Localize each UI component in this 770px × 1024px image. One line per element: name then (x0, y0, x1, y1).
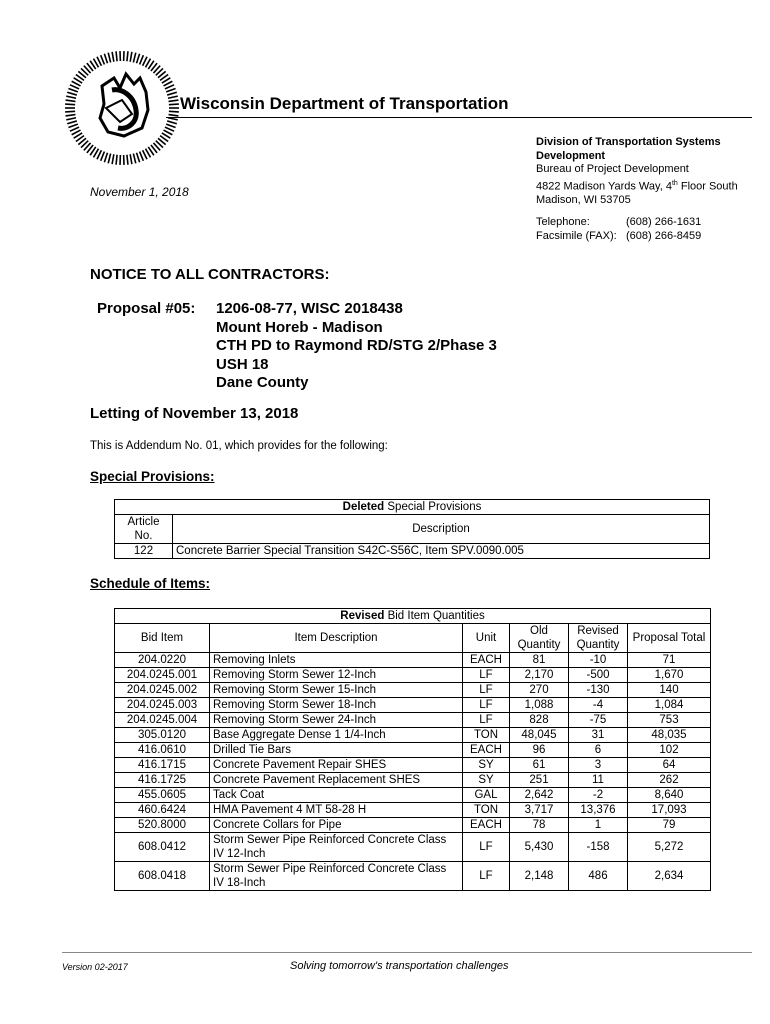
revised-quantity-cell: 13,376 (569, 803, 628, 818)
table-row (115, 698, 711, 713)
proposal-line: Mount Horeb - Madison (216, 318, 383, 336)
old-quantity-cell: 48,045 (510, 728, 569, 743)
table-row (115, 668, 711, 683)
col-header-unit: Unit (463, 624, 510, 653)
bid-item-cell: 416.1715 (115, 758, 210, 773)
proposal-label: Proposal #05: (97, 300, 196, 317)
address-line-1: 4822 Madison Yards Way, 4th Floor South (536, 179, 738, 193)
bid-item-cell: 416.1725 (115, 773, 210, 788)
proposal-total-cell: 71 (628, 653, 711, 668)
bid-item-cell: 608.0418 (115, 862, 210, 891)
table-row (115, 728, 711, 743)
table-row (115, 862, 711, 891)
fax-line: Facsimile (FAX): (608) 266-8459 (536, 230, 702, 242)
col-header-old-quantity: Old Quantity (510, 624, 569, 653)
proposal-line: CTH PD to Raymond RD/STG 2/Phase 3 (216, 337, 497, 354)
old-quantity-cell: 61 (510, 758, 569, 773)
addendum-intro: This is Addendum No. 01, which provides for the following: (90, 440, 388, 452)
bid-item-cell: 204.0245.002 (115, 683, 210, 698)
unit-cell: LF (463, 668, 510, 683)
table-row (115, 833, 711, 862)
item-description-cell: HMA Pavement 4 MT 58-28 H (210, 803, 463, 818)
contact-info (536, 215, 701, 243)
old-quantity-cell: 5,430 (510, 833, 569, 862)
proposal-total-cell: 79 (628, 818, 711, 833)
schedule-of-items-heading: Schedule of Items: (90, 576, 211, 591)
unit-cell: LF (463, 713, 510, 728)
revised-quantity-cell: 11 (569, 773, 628, 788)
unit-cell: LF (463, 833, 510, 862)
proposal-line: USH 18 (216, 355, 269, 373)
old-quantity-cell: 1,088 (510, 698, 569, 713)
bid-item-cell: 460.6424 (115, 803, 210, 818)
old-quantity-cell: 3,717 (510, 803, 569, 818)
table-row (115, 653, 711, 668)
revised-quantity-cell: 1 (569, 818, 628, 833)
proposal-total-cell: 48,035 (628, 728, 711, 743)
unit-cell: LF (463, 683, 510, 698)
proposal-line: Dane County (216, 374, 309, 391)
proposal-total-cell: 1,084 (628, 698, 711, 713)
revised-quantity-cell: -10 (569, 653, 628, 668)
footer-rule (62, 952, 752, 953)
division-line-1: Division of Transportation Systems (536, 136, 721, 148)
col-header-article: Article No. (115, 515, 173, 544)
item-description-cell: Concrete Collars for Pipe (210, 818, 463, 833)
table-row (115, 803, 711, 818)
col-header-description: Description (173, 515, 710, 544)
revised-quantity-cell: 6 (569, 743, 628, 758)
bid-items-table (114, 608, 711, 891)
proposal-total-cell: 8,640 (628, 788, 711, 803)
item-description-cell: Concrete Pavement Repair SHES (210, 758, 463, 773)
bid-item-cell: 204.0245.001 (115, 668, 210, 683)
footer-tagline: Solving tomorrow's transportation challenges (290, 960, 509, 972)
revised-quantity-cell: -2 (569, 788, 628, 803)
table-row (115, 743, 711, 758)
unit-cell: SY (463, 773, 510, 788)
proposal-total-cell: 102 (628, 743, 711, 758)
special-provisions-table (114, 499, 710, 559)
item-description-cell: Base Aggregate Dense 1 1/4-Inch (210, 728, 463, 743)
unit-cell: LF (463, 698, 510, 713)
table-row (115, 713, 711, 728)
table-row (115, 758, 711, 773)
division-line-2: Development (536, 149, 606, 162)
table-title: Revised Bid Item Quantities (115, 609, 711, 624)
revised-quantity-cell: 31 (569, 728, 628, 743)
proposal-total-cell: 5,272 (628, 833, 711, 862)
proposal-line: 1206-08-77, WISC 2018438 (216, 300, 403, 317)
description-cell: Concrete Barrier Special Transition S42C-S56C, Item SPV.0090.005 (173, 544, 710, 559)
item-description-cell: Removing Storm Sewer 15-Inch (210, 683, 463, 698)
bid-item-cell: 204.0245.003 (115, 698, 210, 713)
old-quantity-cell: 2,170 (510, 668, 569, 683)
col-header-proposal-total: Proposal Total (628, 624, 711, 653)
revised-quantity-cell: 3 (569, 758, 628, 773)
item-description-cell: Removing Storm Sewer 24-Inch (210, 713, 463, 728)
item-description-cell: Drilled Tie Bars (210, 743, 463, 758)
notice-title: NOTICE TO ALL CONTRACTORS: (90, 266, 330, 283)
table-title: Deleted Special Provisions (115, 500, 710, 515)
title-rule (166, 117, 752, 118)
proposal-total-cell: 753 (628, 713, 711, 728)
table-row (115, 818, 711, 833)
letting-date: Letting of November 13, 2018 (90, 405, 299, 422)
revised-quantity-cell: -158 (569, 833, 628, 862)
bid-item-cell: 204.0220 (115, 653, 210, 668)
unit-cell: GAL (463, 788, 510, 803)
unit-cell: EACH (463, 818, 510, 833)
telephone-line: Telephone: (608) 266-1631 (536, 216, 702, 228)
old-quantity-cell: 2,642 (510, 788, 569, 803)
col-header-bid-item: Bid Item (115, 624, 210, 653)
old-quantity-cell: 81 (510, 653, 569, 668)
item-description-cell: Removing Storm Sewer 12-Inch (210, 668, 463, 683)
address-line-2: Madison, WI 53705 (536, 193, 631, 206)
unit-cell: LF (463, 862, 510, 891)
bid-item-cell: 305.0120 (115, 728, 210, 743)
unit-cell: EACH (463, 743, 510, 758)
wisdot-logo-icon (62, 48, 182, 168)
agency-title: Wisconsin Department of Transportation (180, 94, 509, 113)
old-quantity-cell: 78 (510, 818, 569, 833)
old-quantity-cell: 828 (510, 713, 569, 728)
table-row (115, 683, 711, 698)
proposal-total-cell: 17,093 (628, 803, 711, 818)
proposal-total-cell: 2,634 (628, 862, 711, 891)
item-description-cell: Storm Sewer Pipe Reinforced Concrete Class IV 18-Inch (210, 862, 463, 891)
special-provisions-heading: Special Provisions: (90, 469, 215, 484)
division-address (536, 136, 756, 207)
proposal-total-cell: 64 (628, 758, 711, 773)
old-quantity-cell: 96 (510, 743, 569, 758)
item-description-cell: Tack Coat (210, 788, 463, 803)
unit-cell: TON (463, 803, 510, 818)
revised-quantity-cell: 486 (569, 862, 628, 891)
unit-cell: TON (463, 728, 510, 743)
bid-item-cell: 455.0605 (115, 788, 210, 803)
letter-date: November 1, 2018 (90, 185, 189, 199)
item-description-cell: Storm Sewer Pipe Reinforced Concrete Class IV 12-Inch (210, 833, 463, 862)
item-description-cell: Removing Storm Sewer 18-Inch (210, 698, 463, 713)
bid-item-cell: 520.8000 (115, 818, 210, 833)
revised-quantity-cell: -130 (569, 683, 628, 698)
table-row (115, 544, 710, 559)
proposal-total-cell: 140 (628, 683, 711, 698)
old-quantity-cell: 2,148 (510, 862, 569, 891)
table-row (115, 773, 711, 788)
revised-quantity-cell: -500 (569, 668, 628, 683)
col-header-item-description: Item Description (210, 624, 463, 653)
proposal-total-cell: 262 (628, 773, 711, 788)
version-label: Version 02-2017 (62, 962, 128, 972)
item-description-cell: Concrete Pavement Replacement SHES (210, 773, 463, 788)
bid-item-cell: 416.0610 (115, 743, 210, 758)
revised-quantity-cell: -4 (569, 698, 628, 713)
item-description-cell: Removing Inlets (210, 653, 463, 668)
old-quantity-cell: 251 (510, 773, 569, 788)
old-quantity-cell: 270 (510, 683, 569, 698)
bureau-line: Bureau of Project Development (536, 163, 689, 175)
bid-item-cell: 608.0412 (115, 833, 210, 862)
unit-cell: SY (463, 758, 510, 773)
unit-cell: EACH (463, 653, 510, 668)
revised-quantity-cell: -75 (569, 713, 628, 728)
proposal-details (216, 300, 497, 393)
article-cell: 122 (115, 544, 173, 559)
table-row (115, 788, 711, 803)
bid-item-cell: 204.0245.004 (115, 713, 210, 728)
proposal-total-cell: 1,670 (628, 668, 711, 683)
col-header-revised-quantity: Revised Quantity (569, 624, 628, 653)
